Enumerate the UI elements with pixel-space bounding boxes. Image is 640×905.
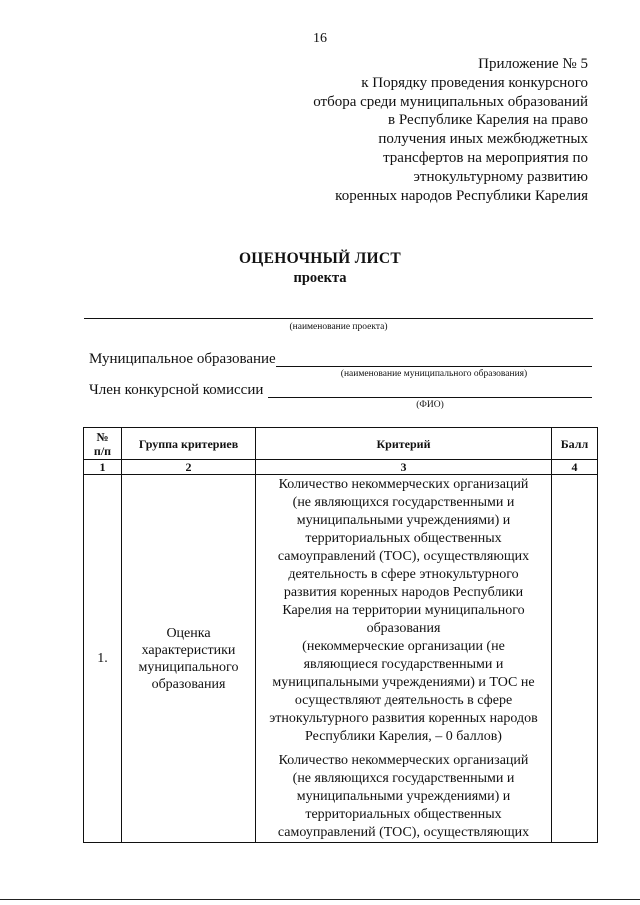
criterion-line: муниципальными учреждениями) и ТОС не [272, 675, 535, 690]
page-number: 16 [313, 31, 327, 46]
municipality-caption: (наименование муниципального образования) [340, 369, 528, 379]
project-name-line [84, 318, 593, 319]
criterion-line: образования [366, 621, 441, 636]
column-number-row [84, 460, 598, 475]
page-bottom-edge [0, 899, 640, 900]
criterion-cell [256, 475, 552, 843]
column-number: 3 [256, 460, 552, 475]
document-title: ОЦЕНОЧНЫЙ ЛИСТ [238, 250, 402, 267]
criteria-group [122, 475, 256, 843]
row-number: 1. [84, 475, 122, 843]
criteria-group-line: образования [151, 676, 226, 692]
score-cell[interactable] [552, 475, 598, 843]
project-name-caption: (наименование проекта) [289, 322, 388, 332]
column-number: 2 [122, 460, 256, 475]
criterion-line: территориальных общественных [305, 531, 502, 546]
header-criterion: Критерий [256, 428, 552, 460]
criterion-line: Количество некоммерческих организаций [278, 477, 529, 492]
table-header-row [84, 428, 598, 460]
criterion-line: Карелия на территории муниципального [282, 603, 525, 618]
criterion-line: (не являющихся государственными и [292, 495, 515, 510]
annex-line: Приложение № 5 [478, 56, 588, 72]
annex-line: трансфертов на мероприятия по [383, 149, 588, 166]
criterion-line: (не являющихся государственными и [292, 771, 515, 786]
criterion-line: являющиеся государственными и [303, 657, 504, 672]
criterion-line: этнокультурного развития коренных народов [269, 711, 538, 726]
municipality-label: Муниципальное образование [89, 351, 276, 367]
criterion-line: развития коренных народов Республики [283, 585, 524, 600]
criterion-line: Количество некоммерческих организаций [278, 753, 529, 768]
header-number-line: п/п [93, 443, 112, 458]
column-number: 4 [552, 460, 598, 475]
criteria-group-line: Оценка [166, 625, 211, 641]
criterion-line: муниципальными учреждениями) и [296, 789, 511, 804]
annex-header [258, 55, 588, 205]
commission-member-caption: (ФИО) [416, 400, 444, 410]
criterion-line: Республики Карелия, – 0 баллов) [305, 729, 502, 744]
header-number [84, 428, 122, 460]
commission-member-label: Член конкурсной комиссии [89, 382, 264, 398]
header-group: Группа критериев [122, 428, 256, 460]
annex-line: этнокультурному развитию [413, 168, 588, 185]
criteria-group-line: муниципального [138, 659, 239, 675]
criterion-line: территориальных общественных [305, 807, 502, 822]
document-subtitle: проекта [293, 270, 347, 286]
criterion-line: самоуправлений (ТОС), осуществляющих [277, 825, 530, 840]
header-score: Балл [552, 428, 598, 460]
annex-line: отбора среди муниципальных образований [313, 93, 588, 110]
criterion-line: муниципальными учреждениями) и [296, 513, 511, 528]
criterion-line: деятельность в сфере этнокультурного [288, 567, 519, 582]
criteria-table [83, 427, 598, 843]
criterion-line: (некоммерческие организации (не [302, 639, 505, 654]
commission-member-line [268, 397, 592, 398]
annex-line: коренных народов Республики Карелия [335, 187, 588, 204]
criterion-block [261, 475, 546, 746]
table-row [84, 475, 598, 843]
municipality-line [276, 366, 592, 367]
criteria-group-line: характеристики [141, 642, 236, 658]
column-number: 1 [84, 460, 122, 475]
criterion-line: осуществляют деятельность в сфере [294, 693, 513, 708]
header-number-line: № [96, 429, 109, 444]
annex-line: к Порядку проведения конкурсного [361, 74, 588, 91]
annex-line: в Республике Карелия на право [388, 112, 588, 129]
criterion-block [261, 746, 546, 842]
annex-line: получения иных межбюджетных [378, 131, 588, 148]
criterion-line: самоуправлений (ТОС), осуществляющих [277, 549, 530, 564]
